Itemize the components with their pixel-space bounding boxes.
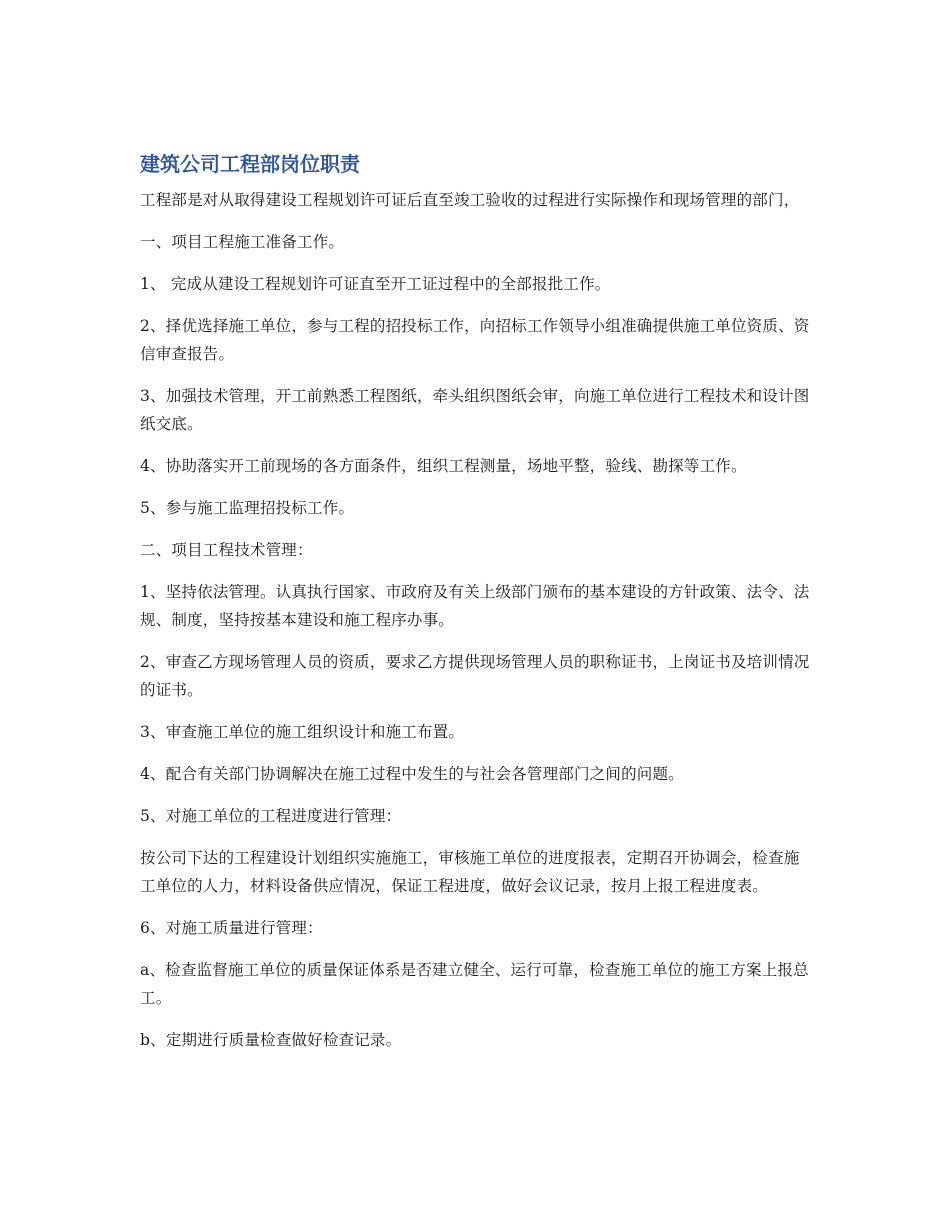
section-heading-technical: 二、项目工程技术管理： [140, 541, 313, 559]
document-page [140, 150, 812, 1068]
list-item: 3、加强技术管理，开工前熟悉工程图纸，牵头组织图纸会审，向施工单位进行工程技术和设计图纸交底。 [140, 387, 810, 433]
list-item: 1、坚持依法管理。认真执行国家、市政府及有关上级部门颁布的基本建设的方针政策、法令、法规、制度，坚持按基本建设和施工程序办事。 [140, 583, 810, 629]
list-item: 2、择优选择施工单位，参与工程的招投标工作，向招标工作领导小组准确提供施工单位资质、资信审查报告。 [140, 317, 810, 363]
list-item: 4、配合有关部门协调解决在施工过程中发生的与社会各管理部门之间的问题。 [140, 765, 684, 783]
list-item: 1、 完成从建设工程规划许可证直至开工证过程中的全部报批工作。 [140, 275, 611, 293]
intro-paragraph: 工程部是对从取得建设工程规划许可证后直至竣工验收的过程进行实际操作和现场管理的部门， [140, 191, 800, 209]
list-item: 2、审查乙方现场管理人员的资质，要求乙方提供现场管理人员的职称证书，上岗证书及培训情况的证书。 [140, 653, 810, 699]
list-item: 5、参与施工监理招投标工作。 [140, 499, 355, 517]
list-item: 6、对施工质量进行管理： [140, 919, 323, 937]
list-item: 5、对施工单位的工程进度进行管理： [140, 807, 402, 825]
list-item: 3、审查施工单位的施工组织设计和施工布置。 [140, 723, 465, 741]
document-title: 建筑公司工程部岗位职责 [140, 152, 360, 176]
list-item: a、检查监督施工单位的质量保证体系是否建立健全、运行可靠，检查施工单位的施工方案上报总工。 [140, 961, 809, 1007]
list-item: 4、协助落实开工前现场的各方面条件，组织工程测量，场地平整，验线、勘探等工作。 [140, 457, 747, 475]
section-heading-preparation: 一、项目工程施工准备工作。 [140, 233, 345, 251]
body-paragraph: 按公司下达的工程建设计划组织实施施工，审核施工单位的进度报表，定期召开协调会，检查施工单位的人力，材料设备供应情况，保证工程进度，做好会议记录，按月上报工程进度表。 [140, 849, 800, 895]
list-item: b、定期进行质量检查做好检查记录。 [140, 1031, 402, 1049]
